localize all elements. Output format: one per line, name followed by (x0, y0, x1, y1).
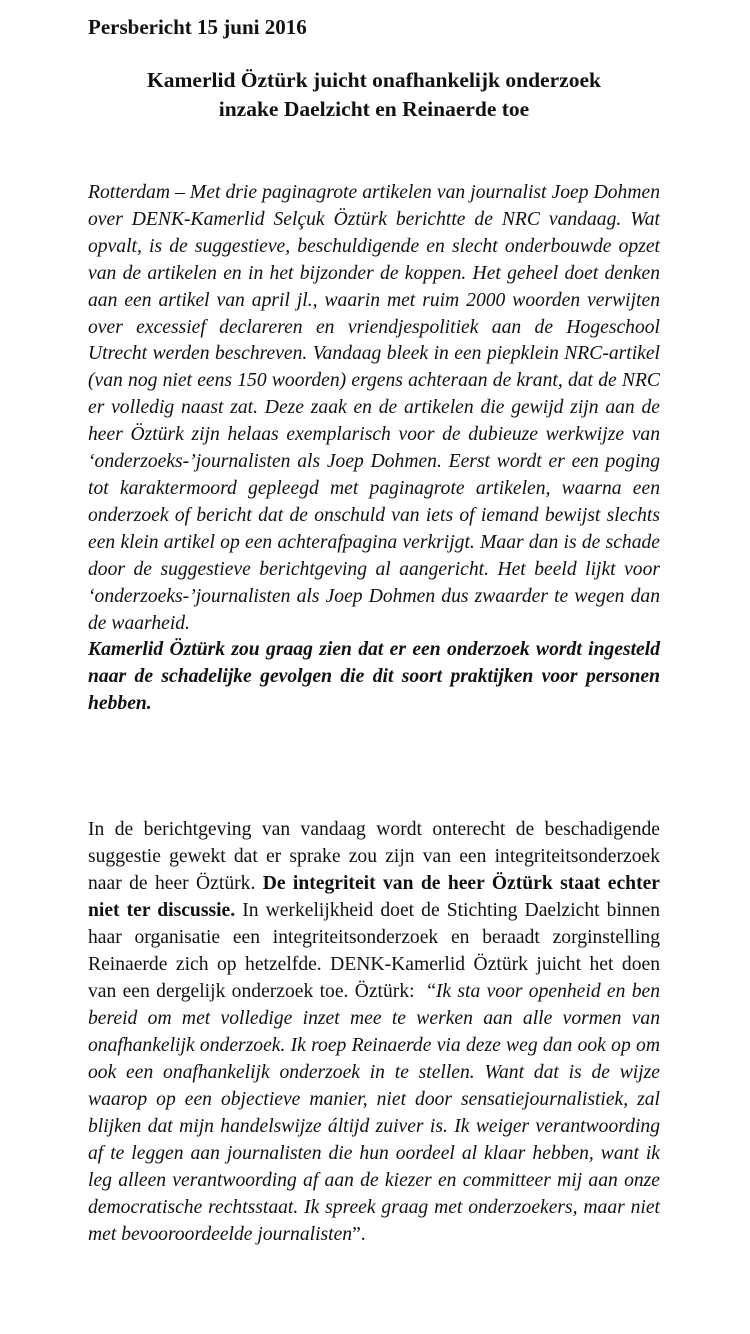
quote-close-mark: ”. (352, 1224, 366, 1245)
title-line-2: inzake Daelzicht en Reinaerde toe (218, 97, 530, 121)
quote-open-mark: “ (427, 981, 436, 1002)
paragraph-1-body: Rotterdam – Met drie paginagrote artikelen van journalist Joep Dohmen over DENK-Kamerlid Selçuk Öztürk berichtte de NRC vandaag. Wat opvalt, is de suggestieve, beschuldigende en slecht onderbouwde opzet van de artikelen en in het bijzonder de koppen. Het geheel doet denken aan een artikel van april jl., waarin met ruim 2000 woorden verwijten over excessief declareren en vriendjespolitiek aan de Hogeschool Utrecht werden beschreven. Vandaag bleek in een piepklein NRC-artikel (van nog niet eens 150 woorden) ergens achteraan de krant, dat de NRC er volledig naast zat. Deze zaak en de artikelen die gewijd zijn aan de heer Öztürk zijn helaas exemplarisch voor de dubieuze werkwijze van ‘onderzoeks-’journalisten als Joep Dohmen. Eerst wordt er een poging tot karaktermoord gepleegd met paginagrote artikelen, waarna een onderzoek of bericht dat de onschuld van iets of iemand bewijst slechts een klein artikel op een achterafpagina verkrijgt. Maar dan is de schade door de suggestieve berichtgeving al aangericht. Het beeld lijkt voor ‘onderzoeks-’journalisten als Joep Dohmen dus zwaarder te wegen dan de waarheid. (88, 182, 660, 634)
press-release-date: Persbericht 15 juni 2016 (88, 15, 307, 39)
paragraph-2 (88, 816, 660, 1248)
paragraph-2-continuation: In werkelijkheid doet de Stichting Daelzicht binnen haar organisatie een integriteitsonderzoek en beraadt zorginstelling Reinaerde zich op hetzelfde. DENK-Kamerlid Öztürk juicht het doen van een dergelijk onderzoek toe. Öztürk: (88, 900, 660, 1002)
oztuerk-quote: Ik sta voor openheid en ben bereid om met volledige inzet mee te werken aan alle vormen van onafhankelijk onderzoek. Ik roep Reinaerde via deze weg dan ook op om ook een onafhankelijk onderzoek in te stellen. Want dat is de wijze waarop op een objectieve manier, niet door sensatiejournalistiek, zal blijken dat mijn handelswijze áltijd zuiver is. Ik weiger verantwoording af te leggen aan journalisten die hun oordeel al klaar hebben, want ik leg alleen verantwoording af aan de kiezer en committeer mij aan onze democratische rechtsstaat. Ik spreek graag met onderzoekers, maar niet met bevooroordeelde journalisten (88, 981, 661, 1245)
paragraph-1 (88, 180, 660, 718)
press-release-title (88, 66, 660, 124)
paragraph-1-bold-statement: Kamerlid Öztürk zou graag zien dat er een onderzoek wordt ingesteld naar de schadelijke gevolgen die dit soort praktijken voor personen hebben. (88, 639, 660, 715)
title-line-1: Kamerlid Öztürk juicht onafhankelijk onderzoek (147, 68, 601, 92)
paragraph-2-intro: In de berichtgeving van vandaag wordt onterecht de beschadigende suggestie gewekt dat er sprake zou zijn van een integriteitsonderzoek naar de heer Öztürk. (88, 819, 660, 894)
paragraph-2-bold-statement: De integriteit van de heer Öztürk staat echter niet ter discussie. (88, 873, 660, 921)
